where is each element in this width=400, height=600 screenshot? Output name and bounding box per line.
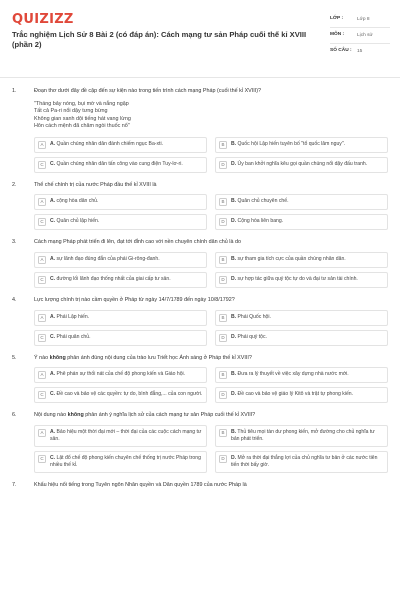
question-text-emphasis: không xyxy=(67,412,84,419)
meta-value: Lịch sử xyxy=(357,33,373,39)
option-a[interactable] xyxy=(34,194,207,210)
meta-row-class xyxy=(330,12,390,28)
option-letter: C xyxy=(38,391,46,399)
option-text: Lật đổ chế độ phong kiến chuyên chế thống trị nước Pháp trong nhiều thế kỉ. xyxy=(50,454,201,468)
meta-row-subject xyxy=(330,28,390,44)
option-text: Phái quân chủ. xyxy=(56,333,91,340)
option-b[interactable] xyxy=(215,194,388,210)
option-b[interactable] xyxy=(215,425,388,447)
option-letter: D xyxy=(219,218,227,226)
option-text: Thủ tiêu mọi tàn dư phong kiến, mở đường cho chủ nghĩa tư bản phát triển. xyxy=(231,428,375,442)
option-prefix: C. xyxy=(50,333,56,340)
option-prefix: D. xyxy=(231,454,237,461)
option-prefix: C. xyxy=(50,454,56,461)
poem-line: Hôn cách mệnh đã chăm ngòi thuốc nổ" xyxy=(34,123,130,130)
option-text: cộng hòa dân chủ. xyxy=(56,198,99,205)
option-d[interactable] xyxy=(215,157,388,173)
option-d[interactable] xyxy=(215,330,388,346)
answer-options xyxy=(12,310,388,346)
option-prefix: D. xyxy=(231,275,237,282)
option-prefix: A. xyxy=(50,255,56,262)
option-b[interactable] xyxy=(215,310,388,326)
option-letter: C xyxy=(38,334,46,342)
option-d[interactable] xyxy=(215,214,388,230)
quizizz-logo[interactable]: QUIZIZZ xyxy=(12,12,74,27)
meta-panel xyxy=(330,12,390,60)
answer-options xyxy=(12,367,388,403)
option-text: Quân chủ lập hiến. xyxy=(56,218,100,225)
question-number: 2. xyxy=(12,181,17,188)
answer-options xyxy=(12,252,388,288)
option-letter: D xyxy=(219,455,227,463)
option-letter: A xyxy=(38,429,46,437)
option-prefix: B. xyxy=(231,140,237,147)
option-text: sự lãnh đạo đúng đắn của phái Gi-rông-đanh. xyxy=(56,255,160,262)
question-text-part: phản ánh ý nghĩa lịch sử của cách mạng tư sản Pháp cuối thế kỉ XVIII? xyxy=(83,412,256,419)
option-letter: A xyxy=(38,198,46,206)
question-text xyxy=(34,412,388,420)
question-number: 7. xyxy=(12,482,17,489)
option-prefix: B. xyxy=(231,313,237,320)
question-2 xyxy=(12,182,388,231)
question-text-part: Nội dung nào xyxy=(34,412,68,419)
option-text: Ủy ban khởi nghĩa kêu gọi quần chúng nổi dậy đấu tranh. xyxy=(237,160,368,167)
question-text: Thể chế chính trị của nước Pháp đầu thế kỉ XVIII là xyxy=(34,181,157,188)
option-c[interactable] xyxy=(34,272,207,288)
question-text: Đoạn thơ dưới đây đề cập đến sự kiện nào trong tiến trình cách mạng Pháp (cuối thế kỉ XVIII)? xyxy=(34,88,262,94)
option-text: Bảo hiệu một thời đại mới – thời đại của các cuộc cách mạng tư sản. xyxy=(50,428,202,442)
option-letter: A xyxy=(38,141,46,149)
question-text: Lực lượng chính trị nào cầm quyền ở Pháp từ ngày 14/7/1789 đến ngày 10/8/1792? xyxy=(34,296,235,303)
option-prefix: A. xyxy=(50,371,56,378)
option-prefix: D. xyxy=(231,160,237,167)
option-c[interactable] xyxy=(34,330,207,346)
option-letter: D xyxy=(219,276,227,284)
question-4 xyxy=(12,297,388,346)
option-letter: C xyxy=(38,276,46,284)
meta-label: MÔN : xyxy=(330,32,345,38)
option-letter: B xyxy=(219,198,227,206)
option-d[interactable] xyxy=(215,272,388,288)
option-a[interactable] xyxy=(34,425,207,447)
option-prefix: B. xyxy=(231,371,237,378)
option-text: Đề cao và bảo vệ giáo lý Kitô và trật tự phong kiến. xyxy=(237,391,354,398)
option-prefix: A. xyxy=(50,140,56,147)
option-prefix: A. xyxy=(50,428,56,435)
question-text-part: phản ánh đúng nội dung của trào lưu Triết học Ánh sáng ở Pháp thế kỉ XVIII? xyxy=(65,354,252,361)
option-text: Quân chủ chuyên chế. xyxy=(237,198,289,205)
option-text: Phái quý tộc. xyxy=(237,333,267,340)
option-letter: C xyxy=(38,161,46,169)
option-a[interactable] xyxy=(34,137,207,153)
option-c[interactable] xyxy=(34,214,207,230)
poem-line: Không gian xanh dội tiếng hát vang lừng xyxy=(34,115,131,122)
option-b[interactable] xyxy=(215,252,388,268)
meta-value: 15 xyxy=(357,49,363,55)
question-text xyxy=(34,355,388,363)
option-prefix: D. xyxy=(231,218,237,225)
question-7 xyxy=(12,482,388,490)
option-letter: A xyxy=(38,256,46,264)
answer-options xyxy=(12,137,388,173)
option-letter: B xyxy=(219,141,227,149)
option-prefix: B. xyxy=(231,255,237,262)
meta-label: LỚP : xyxy=(330,16,344,21)
meta-label: SỐ CÂU : xyxy=(330,48,352,54)
option-letter: A xyxy=(38,371,46,379)
question-number: 3. xyxy=(12,239,17,246)
option-text: Phê phán sự thối nát của chế độ phong kiến và Giáo hội. xyxy=(56,371,186,378)
option-letter: C xyxy=(38,455,46,463)
option-d[interactable] xyxy=(215,451,388,473)
option-text: Đề cao và bảo vệ các quyền: tự do, bình đẳng,... của con người. xyxy=(56,391,203,398)
answer-options xyxy=(12,194,388,230)
option-prefix: A. xyxy=(50,313,56,320)
question-text-part: Ý nào xyxy=(34,354,50,361)
option-prefix: D. xyxy=(231,333,237,340)
option-a[interactable] xyxy=(34,252,207,268)
poem-excerpt xyxy=(12,101,388,131)
poem-line: Tất cả Pa-ri nổi dậy tưng bừng xyxy=(34,108,108,115)
option-c[interactable] xyxy=(34,387,207,403)
option-b[interactable] xyxy=(215,137,388,153)
option-c[interactable] xyxy=(34,451,207,473)
option-letter: D xyxy=(219,391,227,399)
option-text: Phái Lập hiến. xyxy=(56,313,90,320)
option-a[interactable] xyxy=(34,367,207,383)
option-letter: D xyxy=(219,161,227,169)
option-prefix: B. xyxy=(231,198,237,205)
option-prefix: C. xyxy=(50,218,56,225)
question-list xyxy=(12,88,388,499)
question-text-emphasis: không xyxy=(49,354,66,361)
option-text: Quần chúng nhân dân đánh chiếm ngục Ba-xti. xyxy=(56,140,163,147)
question-3 xyxy=(12,239,388,288)
option-c[interactable] xyxy=(34,157,207,173)
option-prefix: C. xyxy=(50,275,56,282)
option-text: Cộng hòa liên bang. xyxy=(237,218,284,225)
option-letter: B xyxy=(219,256,227,264)
meta-row-count xyxy=(330,44,390,59)
option-d[interactable] xyxy=(215,387,388,403)
option-text: Quần chúng nhân dân tấn công vào cung điện Tuy-lơ-ri. xyxy=(56,160,183,167)
option-text: Đưa ra lý thuyết về việc xây dựng nhà nước mới. xyxy=(237,371,349,378)
option-letter: B xyxy=(219,314,227,322)
question-number: 4. xyxy=(12,296,17,303)
option-text: sự tham gia tích cực của quần chúng nhân dân. xyxy=(237,255,346,262)
worksheet-title: Trắc nghiệm Lịch Sử 8 Bài 2 (có đáp án): Cách mạng tư sản Pháp cuối thế kỉ XVIII (phần 2) xyxy=(12,30,307,49)
answer-options xyxy=(12,425,388,474)
option-text: sự hợp tác giữa quý tộc tự do và đại tư sản tài chính. xyxy=(237,275,358,282)
question-text: Khẩu hiệu nổi tiếng trong Tuyên ngôn Nhân quyền và Dân quyền 1789 của nước Pháp là xyxy=(34,482,247,489)
option-prefix: D. xyxy=(231,391,237,398)
question-number: 6. xyxy=(12,412,17,419)
question-number: 1. xyxy=(12,88,17,94)
option-a[interactable] xyxy=(34,310,207,326)
question-5 xyxy=(12,355,388,404)
option-text: đường lối lãnh đạo thống nhất của giai cấp tư sản. xyxy=(56,275,171,282)
option-text: Quốc hội Lập hiến tuyên bố "tổ quốc lâm nguy". xyxy=(237,140,346,147)
question-6 xyxy=(12,412,388,473)
option-letter: B xyxy=(219,371,227,379)
option-letter: D xyxy=(219,334,227,342)
option-prefix: B. xyxy=(231,428,237,435)
option-prefix: C. xyxy=(50,160,56,167)
question-text: Cách mạng Pháp phát triển đi lên, đạt tới đỉnh cao với nền chuyên chính dân chủ là do xyxy=(34,239,241,246)
poem-line: "Tháng bảy nóng, bụi mờ và nắng ngập xyxy=(34,100,129,107)
option-letter: B xyxy=(219,429,227,437)
option-letter: A xyxy=(38,314,46,322)
option-prefix: C. xyxy=(50,391,56,398)
option-prefix: A. xyxy=(50,198,56,205)
option-text: Mở ra thời đại thắng lợi của chủ nghĩa tư bản ở các nước tiên tiến thời bấy giờ. xyxy=(231,454,378,468)
meta-value: Lớp 8 xyxy=(357,17,370,22)
question-1 xyxy=(12,88,388,173)
option-text: Phái Quốc hội. xyxy=(237,313,271,320)
question-number: 5. xyxy=(12,354,17,361)
option-b[interactable] xyxy=(215,367,388,383)
option-letter: C xyxy=(38,218,46,226)
worksheet-header xyxy=(0,0,400,78)
